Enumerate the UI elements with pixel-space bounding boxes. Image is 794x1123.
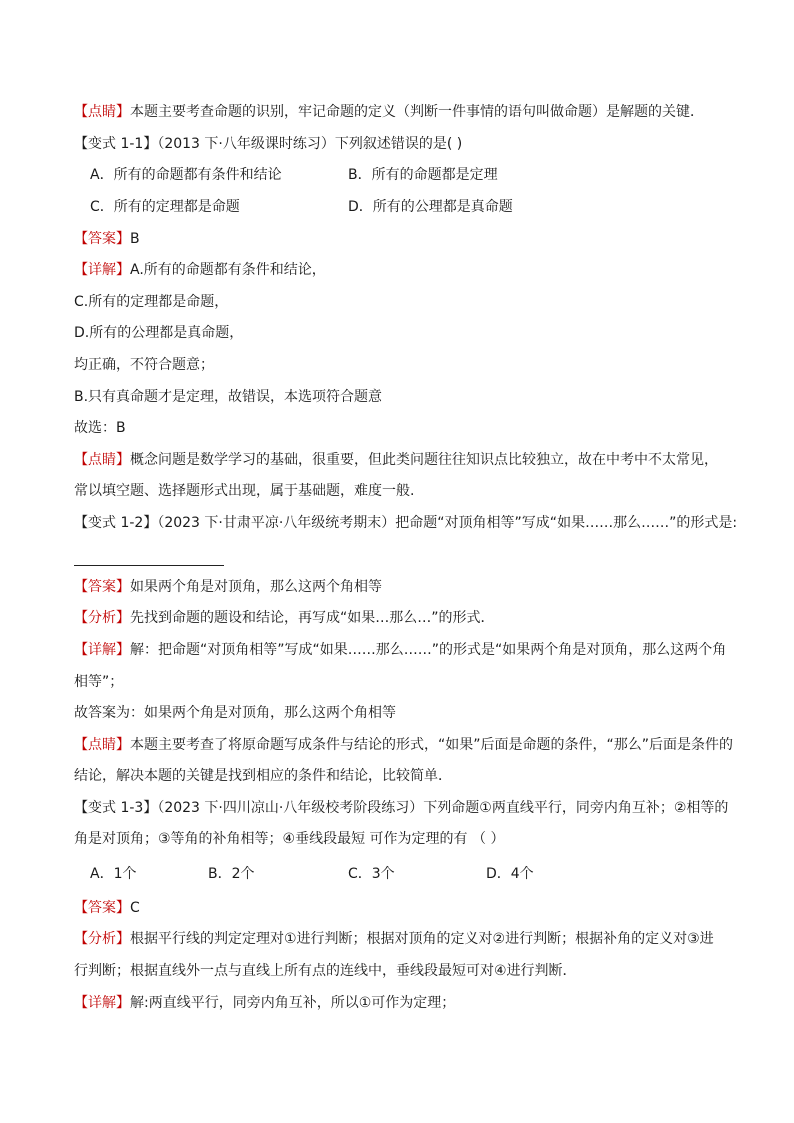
answer-tag: 【答案】 xyxy=(74,900,130,916)
variant-tag: 【变式 1-1】 xyxy=(74,136,158,152)
detail-tag: 【详解】 xyxy=(74,262,130,278)
remark-line xyxy=(74,102,724,122)
detail-text-line: 故答案为：如果两个角是对顶角，那么这两个角相等 xyxy=(74,705,396,721)
variant-question: （2013 下·八年级课时练习）下列叙述错误的是( ) xyxy=(157,136,463,152)
variant-1-1-header xyxy=(74,134,724,154)
option-b: B．所有的命题都是定理 xyxy=(348,167,498,183)
remark-text: 本题主要考查命题的识别，牢记命题的定义（判断一件事情的语句叫做命题）是解题的关键． xyxy=(130,104,704,120)
remark-tag: 【点睛】 xyxy=(74,737,130,753)
answer-line xyxy=(74,229,724,249)
analysis-line xyxy=(74,608,724,628)
analysis-text: 根据平行线的判定定理对①进行判断；根据对顶角的定义对②进行判断；根据补角的定义对③进 xyxy=(130,931,714,947)
analysis-text: 先找到命题的题设和结论，再写成“如果…那么…”的形式． xyxy=(130,610,495,626)
variant-tag: 【变式 1-3】 xyxy=(74,800,158,816)
option-c: C．3个 xyxy=(348,866,395,882)
variant-question: （2023 下·四川凉山·八年级校考阶段练习）下列命题①两直线平行，同旁内角互补；②相等的 xyxy=(157,800,729,816)
detail-line xyxy=(74,993,724,1013)
remark-tag: 【点睛】 xyxy=(74,104,130,120)
detail-text: A.所有的命题都有条件和结论， xyxy=(130,262,326,278)
detail-text-line: 均正确，不符合题意； xyxy=(74,357,214,373)
detail-line xyxy=(74,640,727,660)
variant-tag: 【变式 1-2】 xyxy=(74,515,158,531)
detail-text-line: C.所有的定理都是命题， xyxy=(74,294,229,310)
detail-text-line: B.只有真命题才是定理，故错误，本选项符合题意 xyxy=(74,389,383,405)
answer-tag: 【答案】 xyxy=(74,579,130,595)
option-a: A．1个 xyxy=(90,866,137,882)
detail-tag: 【详解】 xyxy=(74,995,130,1011)
answer-blank xyxy=(74,565,224,566)
analysis-text-line: 行判断；根据直线外一点与直线上所有点的连线中，垂线段最短可对④进行判断． xyxy=(74,963,577,979)
answer-text: 如果两个角是对顶角，那么这两个角相等 xyxy=(130,579,382,595)
answer-tag: 【答案】 xyxy=(74,231,130,247)
remark-text-line: 常以填空题、选择题形式出现，属于基础题，难度一般. xyxy=(74,483,415,499)
answer-line xyxy=(74,898,724,918)
detail-text: 解:两直线平行，同旁内角互补，所以①可作为定理； xyxy=(130,995,456,1011)
variant-1-2-header xyxy=(74,513,738,533)
option-b: B．2个 xyxy=(208,866,255,882)
variant-question-line: 角是对顶角；③等角的补角相等；④垂线段最短 可作为定理的有 （ ） xyxy=(74,831,505,847)
remark-text: 本题主要考查了将原命题写成条件与结论的形式，“如果”后面是命题的条件，“那么”后面是条件的 xyxy=(130,737,734,753)
detail-text-line: 相等”； xyxy=(74,674,124,690)
detail-text: 解：把命题“对顶角相等”写成“如果……那么……”的形式是“如果两个角是对顶角，那么这两个角 xyxy=(130,642,727,658)
option-a: A．所有的命题都有条件和结论 xyxy=(90,167,282,183)
option-d: D．4个 xyxy=(486,866,534,882)
answer-text: C xyxy=(130,900,140,916)
detail-text-line: 故选：B xyxy=(74,420,126,436)
detail-tag: 【详解】 xyxy=(74,642,130,658)
remark-text: 概念问题是数学学习的基础，很重要，但此类问题往往知识点比较独立，故在中考中不太常见， xyxy=(130,452,718,468)
remark-line xyxy=(74,450,724,470)
variant-1-3-header xyxy=(74,798,729,818)
analysis-tag: 【分析】 xyxy=(74,931,130,947)
detail-line xyxy=(74,260,724,280)
answer-text: B xyxy=(130,231,140,247)
detail-text-line: D.所有的公理都是真命题， xyxy=(74,325,244,341)
remark-line xyxy=(74,735,734,755)
variant-question: （2023 下·甘肃平凉·八年级统考期末）把命题“对顶角相等”写成“如果……那么……”的形式是: xyxy=(157,515,738,531)
remark-tag: 【点睛】 xyxy=(74,452,130,468)
option-c: C．所有的定理都是命题 xyxy=(90,199,240,215)
analysis-line xyxy=(74,929,724,949)
answer-line xyxy=(74,577,724,597)
remark-text-line: 结论，解决本题的关键是找到相应的条件和结论，比较简单． xyxy=(74,768,452,784)
analysis-tag: 【分析】 xyxy=(74,610,130,626)
option-d: D．所有的公理都是真命题 xyxy=(348,199,513,215)
